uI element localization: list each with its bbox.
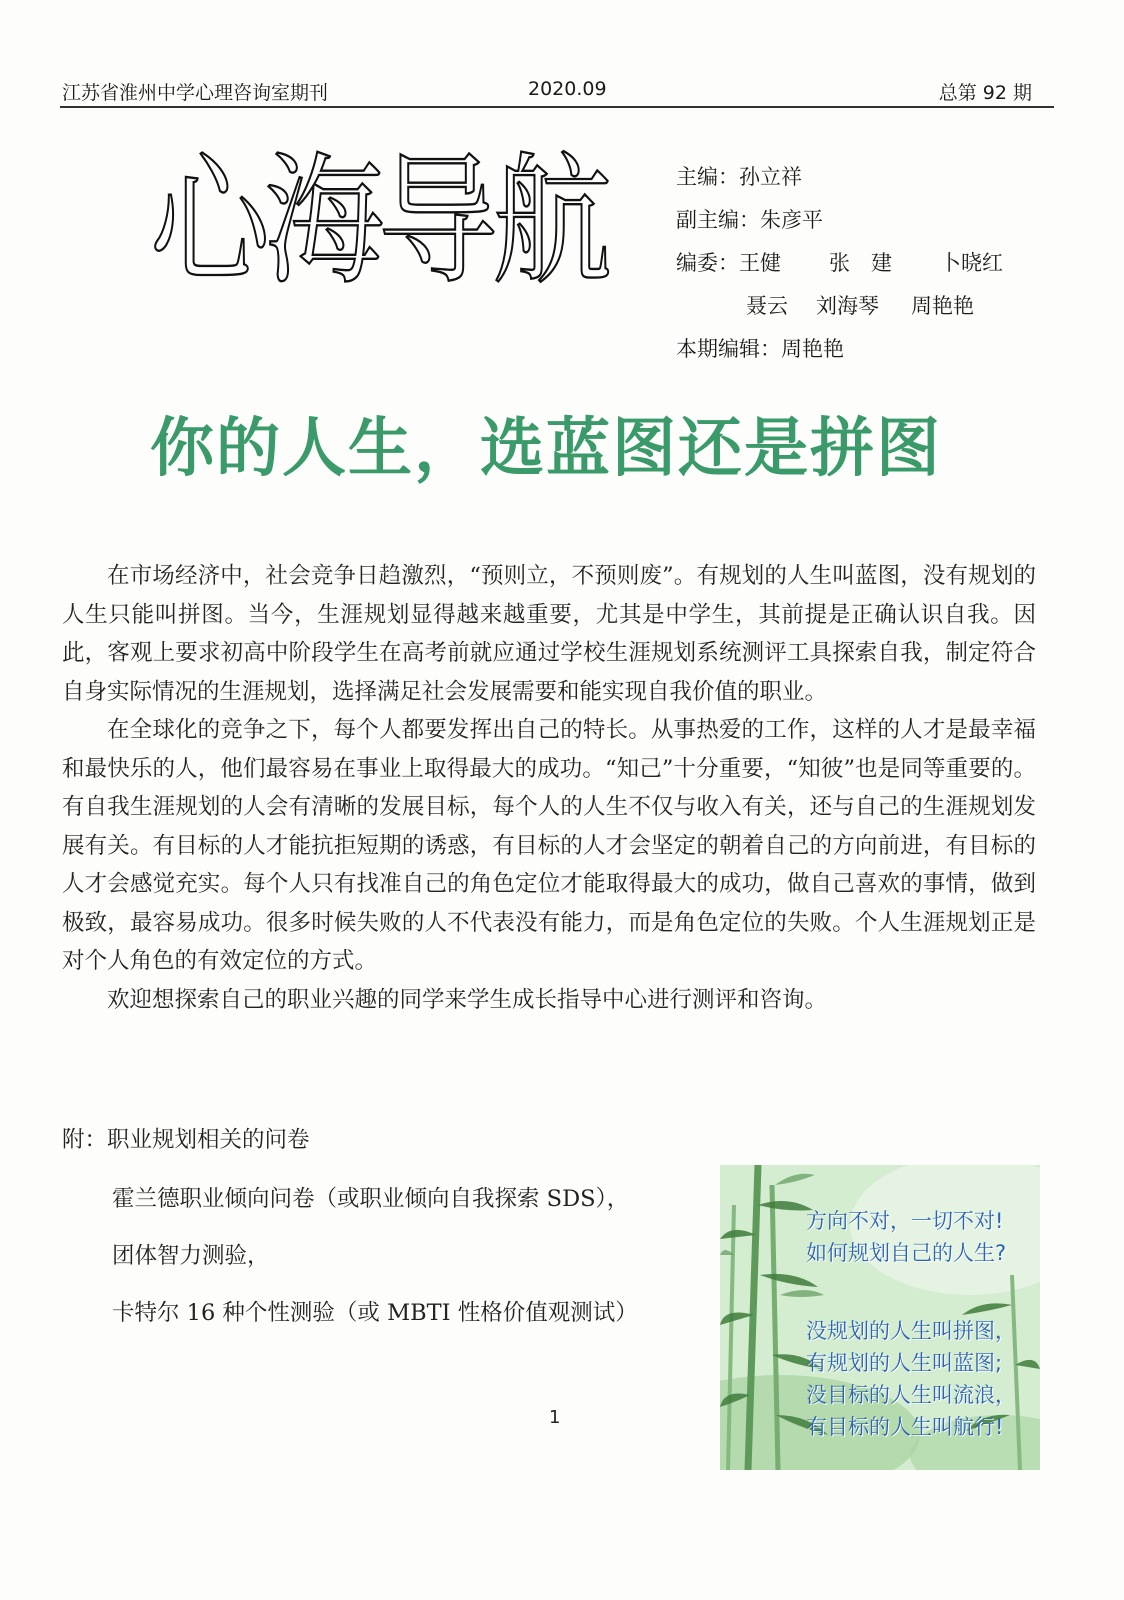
- article-body: [62, 557, 1036, 1019]
- questionnaire-list: [112, 1180, 638, 1351]
- header-divider: [60, 106, 1054, 108]
- poster-line: 没规划的人生叫拼图，: [806, 1319, 1016, 1343]
- issue-editor: 本期编辑：周艳艳: [676, 337, 844, 361]
- poster-question: [806, 1205, 1006, 1269]
- article-headline: 你的人生，选蓝图还是拼图: [150, 412, 942, 486]
- committee-member: 刘海琴: [816, 294, 879, 318]
- questionnaire-item: 霍兰德职业倾向问卷（或职业倾向自我探索 SDS），: [112, 1186, 630, 1212]
- committee-member: 张 建: [829, 251, 892, 275]
- poster-line: 如何规划自己的人生?: [806, 1241, 1007, 1265]
- editorial-credits: [676, 156, 1029, 371]
- chief-editor: 主编：孙立祥: [676, 165, 802, 189]
- poster-line: 没目标的人生叫流浪，: [806, 1383, 1016, 1407]
- questionnaire-item: 团体智力测验，: [112, 1243, 270, 1269]
- committee-member: 聂云: [746, 294, 788, 318]
- paragraph: 欢迎想探索自己的职业兴趣的同学来学生成长指导中心进行测评和咨询。: [107, 986, 828, 1013]
- committee-row-1: [676, 242, 1029, 285]
- committee-member: 卜晓红: [940, 251, 1003, 275]
- deputy-editor: 副主编：朱彦平: [676, 208, 823, 232]
- committee-member: 周艳艳: [911, 294, 974, 318]
- poster-motto: [806, 1315, 1016, 1443]
- issue-number: 总第 92 期: [938, 82, 1032, 104]
- issue-date: 2020.09: [528, 78, 607, 100]
- poster-line: 有规划的人生叫蓝图;: [806, 1351, 1003, 1375]
- committee-member: 王健: [739, 251, 781, 275]
- paragraph: 在全球化的竞争之下，每个人都要发挥出自己的特长。从事热爱的工作，这样的人才是最幸福和最快乐的人，他们最容易在事业上取得最大的成功。“知己”十分重要，“知彼”也是同等重要的。有自我生涯规划的人会有清晰的发展目标，每个人的人生不仅与收入有关，还与自己的生涯规划发展有关。有目标的人才能抗拒短期的诱惑，有目标的人才会坚定的朝着自己的方向前进，有目标的人才会感觉充实。每个人只有找准自己的角色定位才能取得最大的成功，做自己喜欢的事情，做到极致，最容易成功。很多时候失败的人不代表没有能力，而是角色定位的失败。个人生涯规划正是对个人角色的有效定位的方式。: [62, 717, 1036, 974]
- page-number: 1: [549, 1407, 561, 1428]
- journal-name: 江苏省淮州中学心理咨询室期刊: [62, 82, 329, 104]
- questionnaire-item: 卡特尔 16 种个性测验（或 MBTI 性格价值观测试）: [112, 1300, 638, 1326]
- appendix-title: 附：职业规划相关的问卷: [62, 1127, 310, 1153]
- poster-line: 有目标的人生叫航行!: [806, 1415, 1004, 1439]
- committee-row-2: [676, 285, 1029, 328]
- bamboo-poster-image: [720, 1165, 1040, 1470]
- masthead-title: 心海导航: [150, 140, 606, 305]
- poster-line: 方向不对，一切不对!: [806, 1209, 1004, 1233]
- committee-label: 编委：: [676, 251, 739, 275]
- paragraph: 在市场经济中，社会竞争日趋激烈，“预则立，不预则废”。有规划的人生叫蓝图，没有规划的人生只能叫拼图。当今，生涯规划显得越来越重要，尤其是中学生，其前提是正确认识自我。因此，客观上要求初高中阶段学生在高考前就应通过学校生涯规划系统测评工具探索自我，制定符合自身实际情况的生涯规划，选择满足社会发展需要和能实现自我价值的职业。: [62, 563, 1036, 705]
